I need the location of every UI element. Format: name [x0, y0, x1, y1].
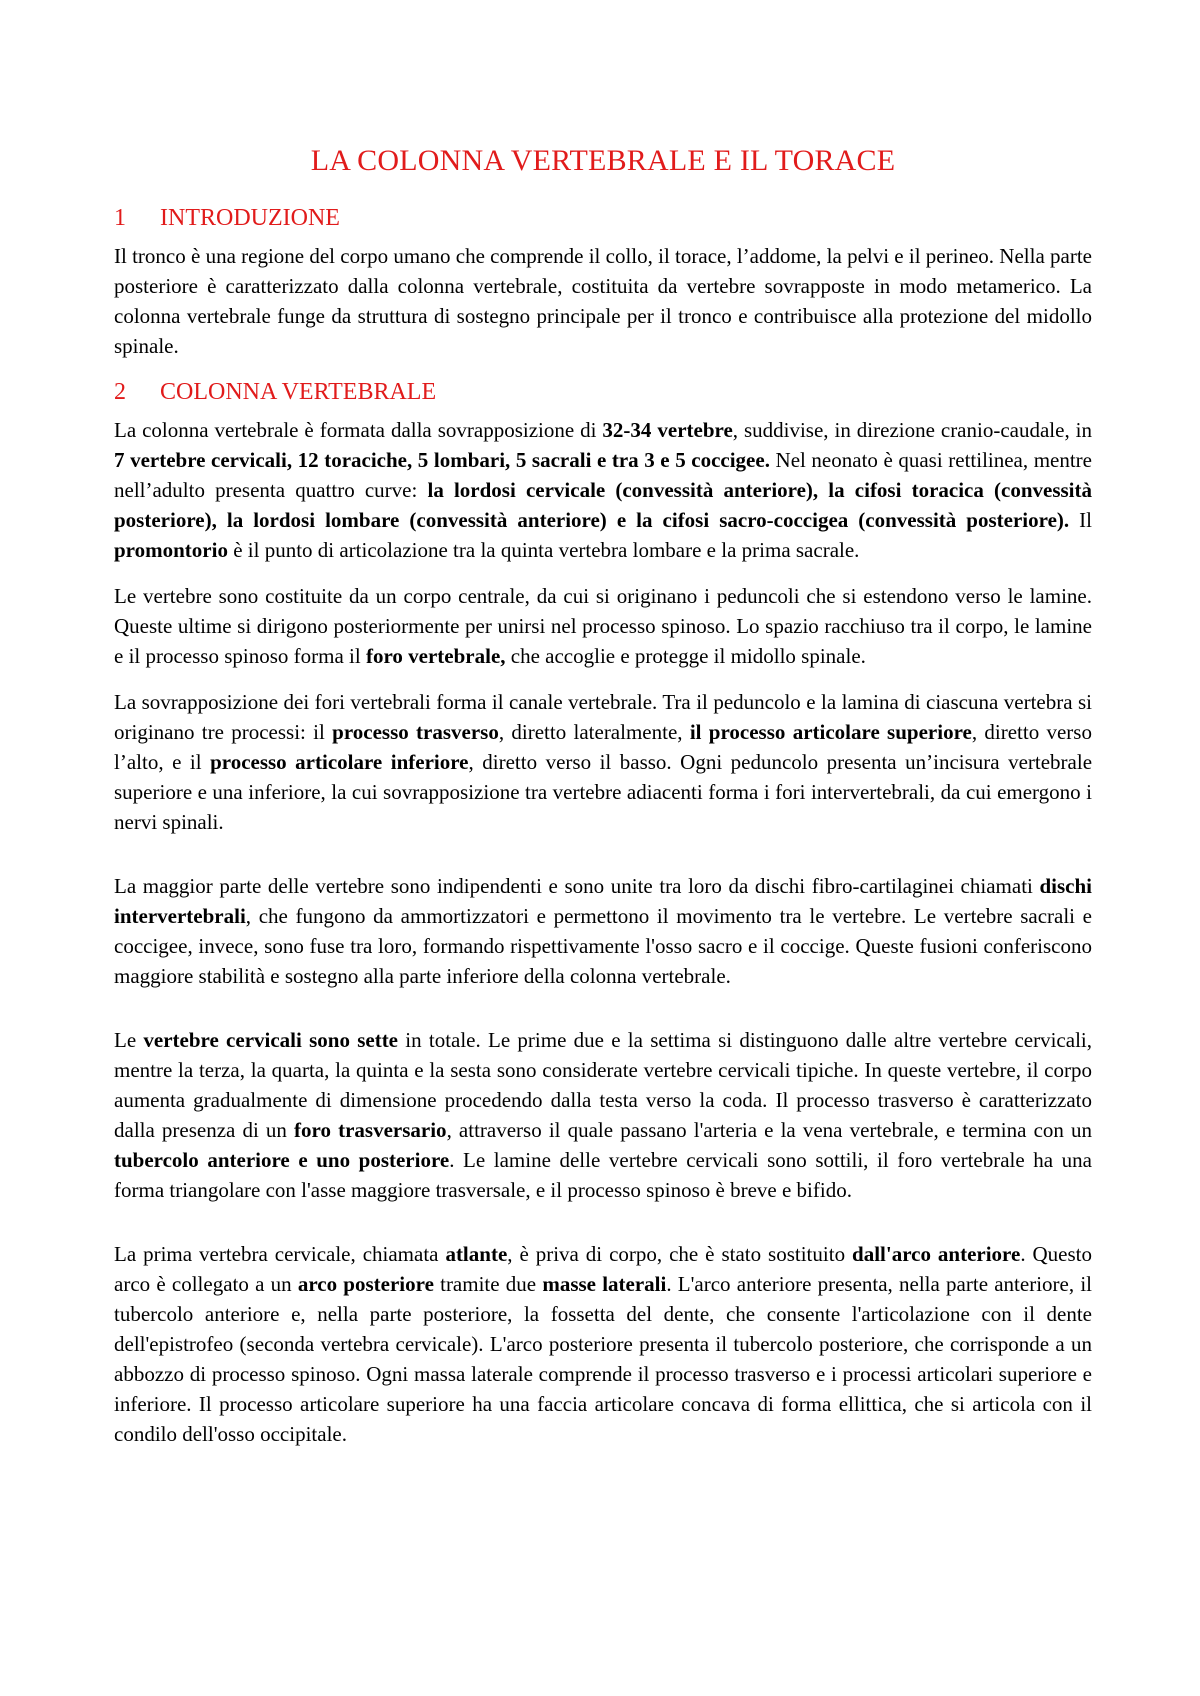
text-run: Nel neonato è quasi rettilinea, mentre nell’adulto presenta quattro curve: [114, 448, 1092, 502]
bold-text: 32-34 vertebre [602, 418, 733, 442]
text-run: , diretto verso il basso. Ogni peduncolo presenta un’incisura vertebrale superiore e una inferiore, la cui sovrapposizione tra vertebre adiacenti forma i fori intervertebrali, da cui emergono i nervi spinali. [114, 750, 1093, 834]
text-run: . L'arco anteriore presenta, nella parte anteriore, il tubercolo anteriore e, nella parte posteriore, la fossetta del dente, che consente l'articolazione con il dente dell'epistrofeo (seconda vertebra cervicale). L'arco posteriore presenta il tubercolo posteriore, che corrisponde a un abbozzo di processo spinoso. Ogni massa laterale comprende il processo trasverso e i processi articolari superiore e inferiore. Il processo articolare superiore ha una faccia articolare concava di forma ellittica, che si articola con il condilo dell'osso occipitale. [114, 1272, 1092, 1446]
text-run: La sovrapposizione dei fori vertebrali forma il canale vertebrale. Tra il peduncolo e la lamina di ciascuna vertebra si originano tre processi: il [114, 690, 1092, 744]
bold-text: dall'arco anteriore [852, 1242, 1021, 1266]
bold-text: arco posteriore [297, 1272, 434, 1296]
bold-text: la lordosi cervicale (convessità anteriore), la cifosi toracica (convessità posteriore), la lordosi lombare (convessità anteriore) e la cifosi sacro-coccigea (convessità posteriore). [114, 478, 1093, 532]
bold-text: tubercolo anteriore e uno posteriore [114, 1148, 450, 1172]
paragraph-discs [114, 871, 1092, 991]
text-run: Le vertebre sono costituite da un corpo centrale, da cui si originano i peduncoli che si estendono verso le lamine. Queste ultime si dirigono posteriormente per unirsi nel processo spinoso. Lo spazio racchiuso tra il corpo, le lamine e il processo spinoso forma il [114, 584, 1092, 668]
section-title: COLONNA VERTEBRALE [160, 379, 437, 405]
section-number: 2 [114, 379, 126, 405]
text-run: La prima vertebra cervicale, chiamata [114, 1242, 446, 1266]
bold-text: masse laterali [542, 1272, 667, 1296]
paragraph-intro: Il tronco è una regione del corpo umano che comprende il collo, il torace, l’addome, la pelvi e il perineo. Nella parte posteriore è caratterizzato dalla colonna vertebrale, costituita da vertebre sovrapposte in modo metamerico. La colonna vertebrale funge da struttura di sostegno principale per il tronco e contribuisce alla protezione del midollo spinale. [114, 244, 1092, 358]
bold-text: foro vertebrale, [365, 644, 506, 668]
bold-text: il processo articolare superiore [689, 720, 972, 744]
section-number: 1 [114, 205, 126, 231]
section-title: INTRODUZIONE [160, 205, 340, 231]
text-run: . Questo arco è collegato a un [114, 1242, 1093, 1296]
text-run: . Le lamine delle vertebre cervicali sono sottili, il foro vertebrale ha una forma triangolare con l'asse maggiore trasversale, e il processo spinoso è breve e bifido. [114, 1148, 1092, 1202]
text-run: , è priva di corpo, che è stato sostituito [507, 1242, 853, 1266]
paragraph-cervical [114, 1025, 1092, 1205]
text-run: è il punto di articolazione tra la quinta vertebra lombare e la prima sacrale. [227, 538, 860, 562]
spacer [114, 1221, 1092, 1239]
text-run: , diretto verso l’alto, e il [114, 720, 1092, 774]
text-run: che accoglie e protegge il midollo spinale. [505, 644, 866, 668]
bold-text: dischi intervertebrali [114, 874, 1092, 928]
page-title: LA COLONNA VERTEBRALE E IL TORACE [310, 144, 896, 177]
text-run: La maggior parte delle vertebre sono indipendenti e sono unite tra loro da dischi fibro-cartilaginei chiamati [114, 874, 1040, 898]
paragraph-composition [114, 415, 1092, 565]
paragraph-vertebra-structure [114, 581, 1092, 671]
bold-text: processo articolare inferiore [210, 750, 469, 774]
bold-text: foro trasversario [294, 1118, 447, 1142]
text-run: in totale. Le prime due e la settima si distinguono dalle altre vertebre cervicali, mentre la terza, la quarta, la quinta e la sesta sono considerate vertebre cervicali tipiche. In queste vertebre, il corpo aumenta gradualmente di dimensione procedendo dalla testa verso la coda. Il processo trasverso è caratterizzato dalla presenza di un [114, 1028, 1092, 1142]
text-run: La colonna vertebrale è formata dalla sovrapposizione di [114, 418, 603, 442]
text-run: tramite due [433, 1272, 543, 1296]
bold-text: processo trasverso [332, 720, 499, 744]
paragraph-processes [114, 687, 1092, 837]
paragraph-atlante [114, 1239, 1092, 1449]
text-run: Le [114, 1028, 144, 1052]
bold-text: vertebre cervicali sono sette [143, 1028, 399, 1052]
bold-text: 7 vertebre cervicali, 12 toraciche, 5 lombari, 5 sacrali e tra 3 e 5 coccigee. [114, 448, 770, 472]
section-heading-introduzione [114, 203, 1092, 233]
spacer [114, 853, 1092, 871]
section-heading-colonna-vertebrale [114, 377, 1092, 407]
text-run: , diretto lateralmente, [498, 720, 690, 744]
spacer [114, 1007, 1092, 1025]
text-run: Il [1069, 508, 1092, 532]
text-run: , attraverso il quale passano l'arteria e la vena vertebrale, e termina con un [446, 1118, 1093, 1142]
bold-text: promontorio [114, 538, 228, 562]
text-run: , suddivise, in direzione cranio-caudale, in [732, 418, 1092, 442]
text-run: , che fungono da ammortizzatori e permettono il movimento tra le vertebre. Le vertebre sacrali e coccigee, invece, sono fuse tra loro, formando rispettivamente l'osso sacro e il coccige. Queste fusioni conferiscono maggiore stabilità e sostegno alla parte inferiore della colonna vertebrale. [114, 904, 1092, 988]
bold-text: atlante [445, 1242, 508, 1266]
